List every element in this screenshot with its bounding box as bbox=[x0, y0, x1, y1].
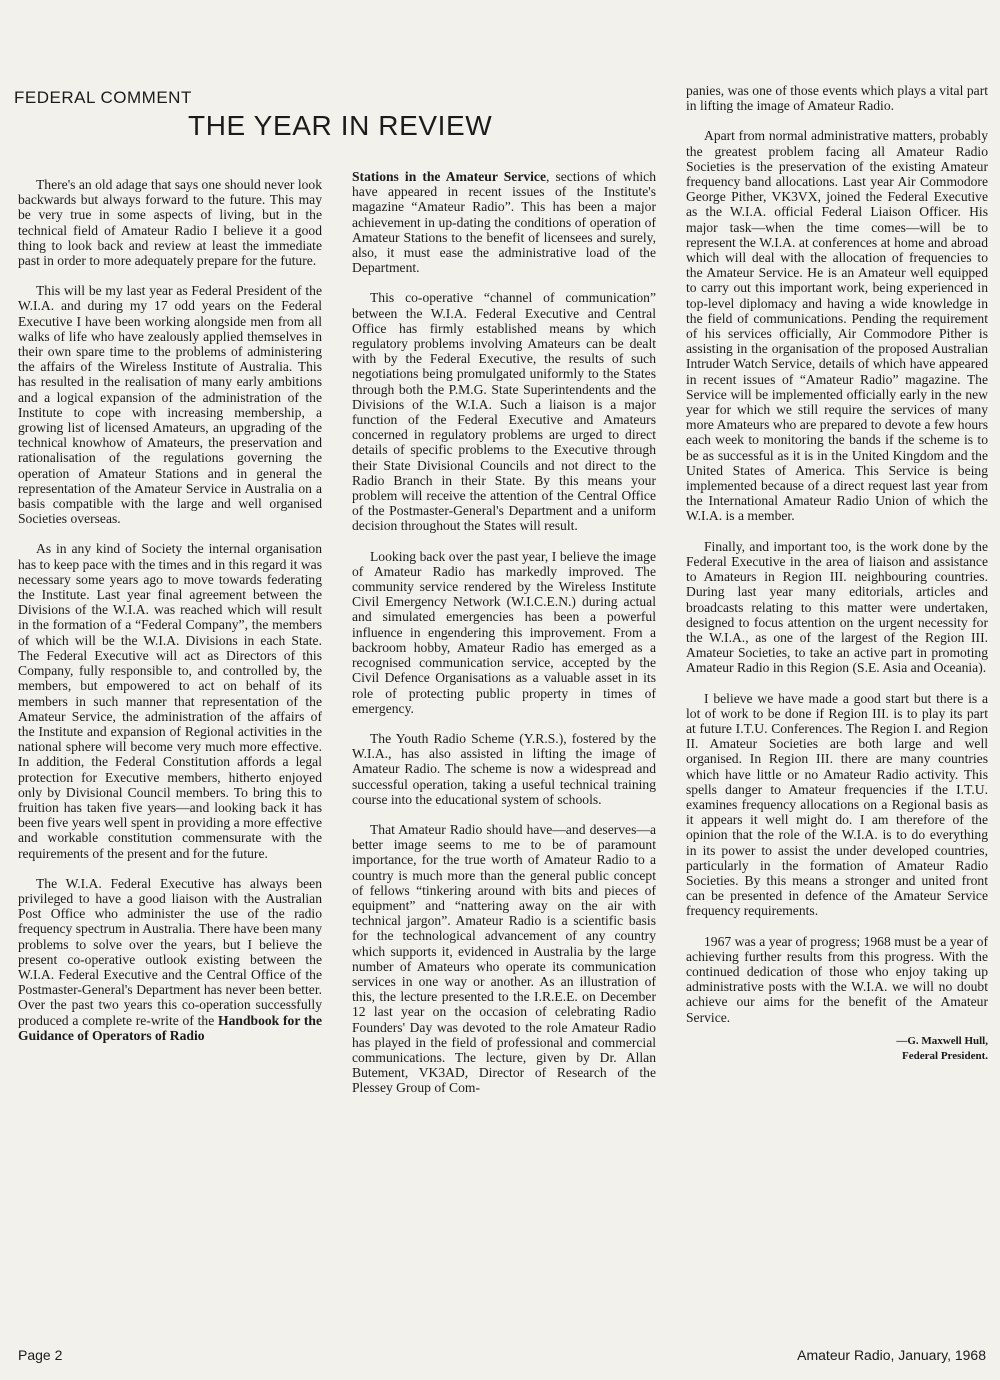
page-number: Page 2 bbox=[18, 1347, 63, 1363]
publication-footer: Amateur Radio, January, 1968 bbox=[797, 1347, 986, 1363]
paragraph: As in any kind of Society the internal organisation has to keep pace with the times and in this regard it was necessary some years ago to move towards federating the Institute. Last year final agreement between the Divisions of the W.I.A. was reached which will result in the formation of a “Federal Company”, the members of which will be the W.I.A. Divisions in each State. The Federal Executive will act as Directors of this Company, fully responsible to, and controlled by, the members, but empowered to act on behalf of its members in such manner that representation of the Amateur Service, the administration of the affairs of the Institute and expansion of Regional activities in the national sphere will become very much more effective. In addition, the Federal Constitution affords a legal protection for Executive members, hitherto enjoyed only by Divisional Council members. To bring this to fruition has taken five years—and looking back it has been five years well spent in providing a more effective and workable constitution commensurate with the requirements of the present and for the future. bbox=[18, 541, 322, 861]
paragraph-text: , sections of which have appeared in recent issues of the Institute's magazine “Amateur Radio”. This has been a major achievement in up-dating the conditions of operation of Amateur Stations to the benefit of licensees and surely, also, it must ease the administrative load of the Department. bbox=[352, 169, 656, 276]
paragraph bbox=[352, 169, 656, 275]
paragraph: Apart from normal administrative matters, probably the greatest problem facing all Amateur Radio Societies is the preservation of the existing Amateur frequency band allocations. Last year Air Commodore George Pither, VK3VX, joined the Federal Executive as the W.I.A. official Federal Liaison Officer. His major task—when the time comes—will be to represent the W.I.A. at conferences at home and abroad which will deal with the allocation of frequencies to the Amateur Service. He is an Amateur well equipped to carry out this important work, being experienced in top-level diplomacy and having a wide knowledge in the field of communications. Pending the requirement of his services officially, Air Commodore Pither is assisting in the organisation of the proposed Australian Intruder Watch Service, details of which have appeared in recent issues of “Amateur Radio” magazine. The Service will be implemented officially early in the new year for which we still require the services of many more Amateurs who are prepared to devote a few hours each week to monitoring the bands if the scheme is to be as successful as it is in the United Kingdom and the United States of America. This Service is being implemented because of a direct request last year from the International Amateur Radio Union of which the W.I.A. is a member. bbox=[686, 128, 988, 524]
handbook-title-bold: Handbook for the Guidance of Operators of Radio bbox=[18, 1012, 323, 1043]
article-title: THE YEAR IN REVIEW bbox=[188, 110, 493, 141]
paragraph: I believe we have made a good start but there is a lot of work to be done if Region III. is to play its part at future I.T.U. Conferences. The Region I. and Region II. Amateur Societies are both large and well organised. In Region III. there are many countries which have little or no Amateur Radio activity. This spells danger to Amateur frequencies if the I.T.U. examines frequency allocations on a Regional basis as it appears it well might do. I am therefore of the opinion that the role of the W.I.A. is to do everything in its power to assist the under developed countries, particularly in the formation of Amateur Radio Societies. By this means a stronger and united front can be presented in defence of the Amateur Service frequency requirements. bbox=[686, 690, 988, 919]
signature-name: —G. Maxwell Hull, bbox=[896, 1034, 988, 1047]
column-1 bbox=[18, 177, 322, 1058]
paragraph: There's an old adage that says one should never look backwards but always forward to the future. This may be very true in some aspects of living, but in the technical field of Amateur Radio I believe it a good thing to look back and review at least the immediate past in order to more adequately prepare for the future. bbox=[18, 177, 322, 269]
column-3 bbox=[686, 83, 988, 1064]
paragraph: 1967 was a year of progress; 1968 must be a year of achieving further results from this progress. With the continued dedication of those who enjoy taking up administrative posts with the W.I.A. we will no doubt achieve our aims for the benefit of the Amateur Service. bbox=[686, 933, 988, 1025]
paragraph: This will be my last year as Federal President of the W.I.A. and during my 17 odd years on the Federal Executive I have been working alongside men from all walks of life who have zealously applied themselves in their own spare time to the problems of administering the affairs of the Wireless Institute of Australia. This has resulted in the realisation of many early ambitions and a logical expansion of the administration of the Institute to cope with increasing membership, a growing list of licensed Amateurs, an upgrading of the technical knowhow of Amateurs, the preservation and rationalisation of the regulations governing the operation of Amateur Stations and in general the representation of the Amateur Service in Australia on a basis compatible with the large and well organised Societies overseas. bbox=[18, 283, 322, 527]
paragraph: Finally, and important too, is the work done by the Federal Executive in the area of liaison and assistance to Amateurs in Region III. neighbouring countries. During last year many editorials, articles and broadcasts relating to this matter were undertaken, designed to focus attention on the urgent necessity for the W.I.A., as one of the largest of the Region III. Amateur Societies, to take an active part in promoting Amateur Radio in this Region (S.E. Asia and Oceania). bbox=[686, 538, 988, 676]
paragraph: The Youth Radio Scheme (Y.R.S.), fostered by the W.I.A., has also assisted in lifting the image of Amateur Radio. The scheme is now a widespread and successful operation, taking a useful technical training course into the educational system of schools. bbox=[352, 730, 656, 807]
handbook-title-bold-cont: Stations in the Amateur Service bbox=[352, 169, 546, 184]
paragraph bbox=[18, 876, 322, 1043]
signature-block bbox=[686, 1034, 988, 1064]
paragraph: That Amateur Radio should have—and deserves—a better image seems to me to be of paramount importance, for the true worth of Amateur Radio to a country is much more than the general public concept of fellows “tinkering around with bits and pieces of equipment” and “nattering away on the air with technical jargon”. Amateur Radio is a scientific basis for the technological advancement of any country which supports it, evidenced in Australia by the large number of Amateurs who operate its communication services in one way or another. As an illustration of this, the lecture presented to the I.R.E.E. on December 12 last year on the occasion of celebrating Radio Founders' Day was devoted to the role Amateur Radio has played in the field of professional and commercial communications. The lecture, given by Dr. Allan Butement, VK3AD, Director of Research of the Plessey Group of Com- bbox=[352, 821, 656, 1096]
paragraph: Looking back over the past year, I believe the image of Amateur Radio has markedly improved. The community service rendered by the Wireless Institute Civil Emergency Network (W.I.C.E.N.) during actual and simulated emergencies has been a powerful influence in engendering this improvement. From a backroom hobby, Amateur Radio has emerged as a recognised communication service, accepted by the Civil Defence Organisations as a valuable asset in its role of protecting public property in times of emergency. bbox=[352, 548, 656, 716]
column-2 bbox=[352, 169, 656, 1111]
paragraph: This co-operative “channel of communication” between the W.I.A. Federal Executive and Central Office has firmly established means by which regulatory problems involving Amateurs can be dealt with by the Federal Executive, the results of such negotiations being promulgated uniformly to the States through both the P.M.G. State Superintendents and the Divisions of the W.I.A. Such a liaison is a major function of the Federal Executive and Amateurs concerned in regulatory problems are urged to direct details of specific problems to the Executive through their State Divisional Councils and not direct to the Radio Branch in their State. By this means your problem will receive the attention of the Central Office of the Postmaster-General's Department and a uniform decision throughout the States will result. bbox=[352, 290, 656, 534]
paragraph-text: The W.I.A. Federal Executive has always been privileged to have a good liaison with the Australian Post Office who administer the use of the radio frequency spectrum in Australia. There have been many problems to solve over the years, but I believe the present co-operative outlook existing between the W.I.A. Federal Executive and the Central Office of the Postmaster-General's Department has never been better. Over the past two years this co-operation successfully produced a complete re-write of the bbox=[18, 875, 322, 1028]
signature-title: Federal President. bbox=[902, 1049, 988, 1062]
paragraph: panies, was one of those events which plays a vital part in lifting the image of Amateur Radio. bbox=[686, 83, 988, 114]
section-kicker: FEDERAL COMMENT bbox=[14, 88, 192, 107]
